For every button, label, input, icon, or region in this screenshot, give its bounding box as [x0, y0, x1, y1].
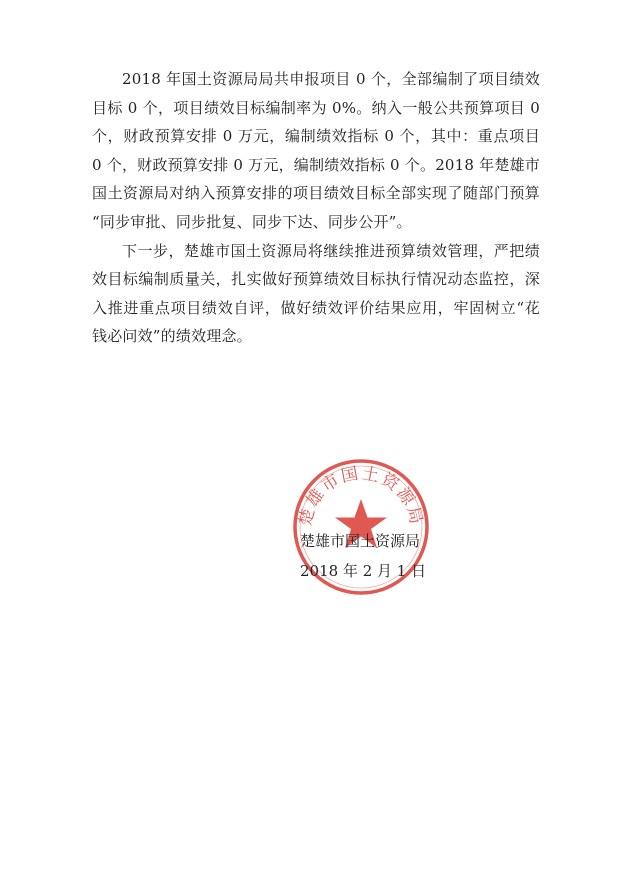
- signature-organization: 楚雄市国土资源局: [300, 532, 421, 550]
- paragraph-next-steps: 下一步，楚雄市国土资源局将继续推进预算绩效管理，严把绩效目标编制质量关，扎实做好预算绩效目标执行情况动态监控，深入推进重点项目绩效自评，做好绩效评价结果应用，牢固树立“花钱必问效”的绩效理念。: [92, 241, 540, 346]
- signature-date: 2018 年 2 月 1 日: [300, 562, 427, 580]
- signature-block: [292, 527, 452, 585]
- document-body: [92, 65, 545, 351]
- svg-text:楚雄市国土资源局: 楚雄市国土资源局: [295, 463, 427, 528]
- paragraph-performance-summary: 2018 年国土资源局局共申报项目 0 个，全部编制了项目绩效目标 0 个，项目绩效目标编制率为 0%。纳入一般公共预算项目 0 个，财政预算安排 0 万元，编制绩效指标 0 个，其中：重点项目 0 个，财政预算安排 0 万元，编制绩效指标 0 个。2018 年楚雄市国土资源局对纳入预算安排的项目绩效目标全部实现了随部门预算 “同步审批、同步批复、同步下达、同步公开”。: [92, 70, 545, 231]
